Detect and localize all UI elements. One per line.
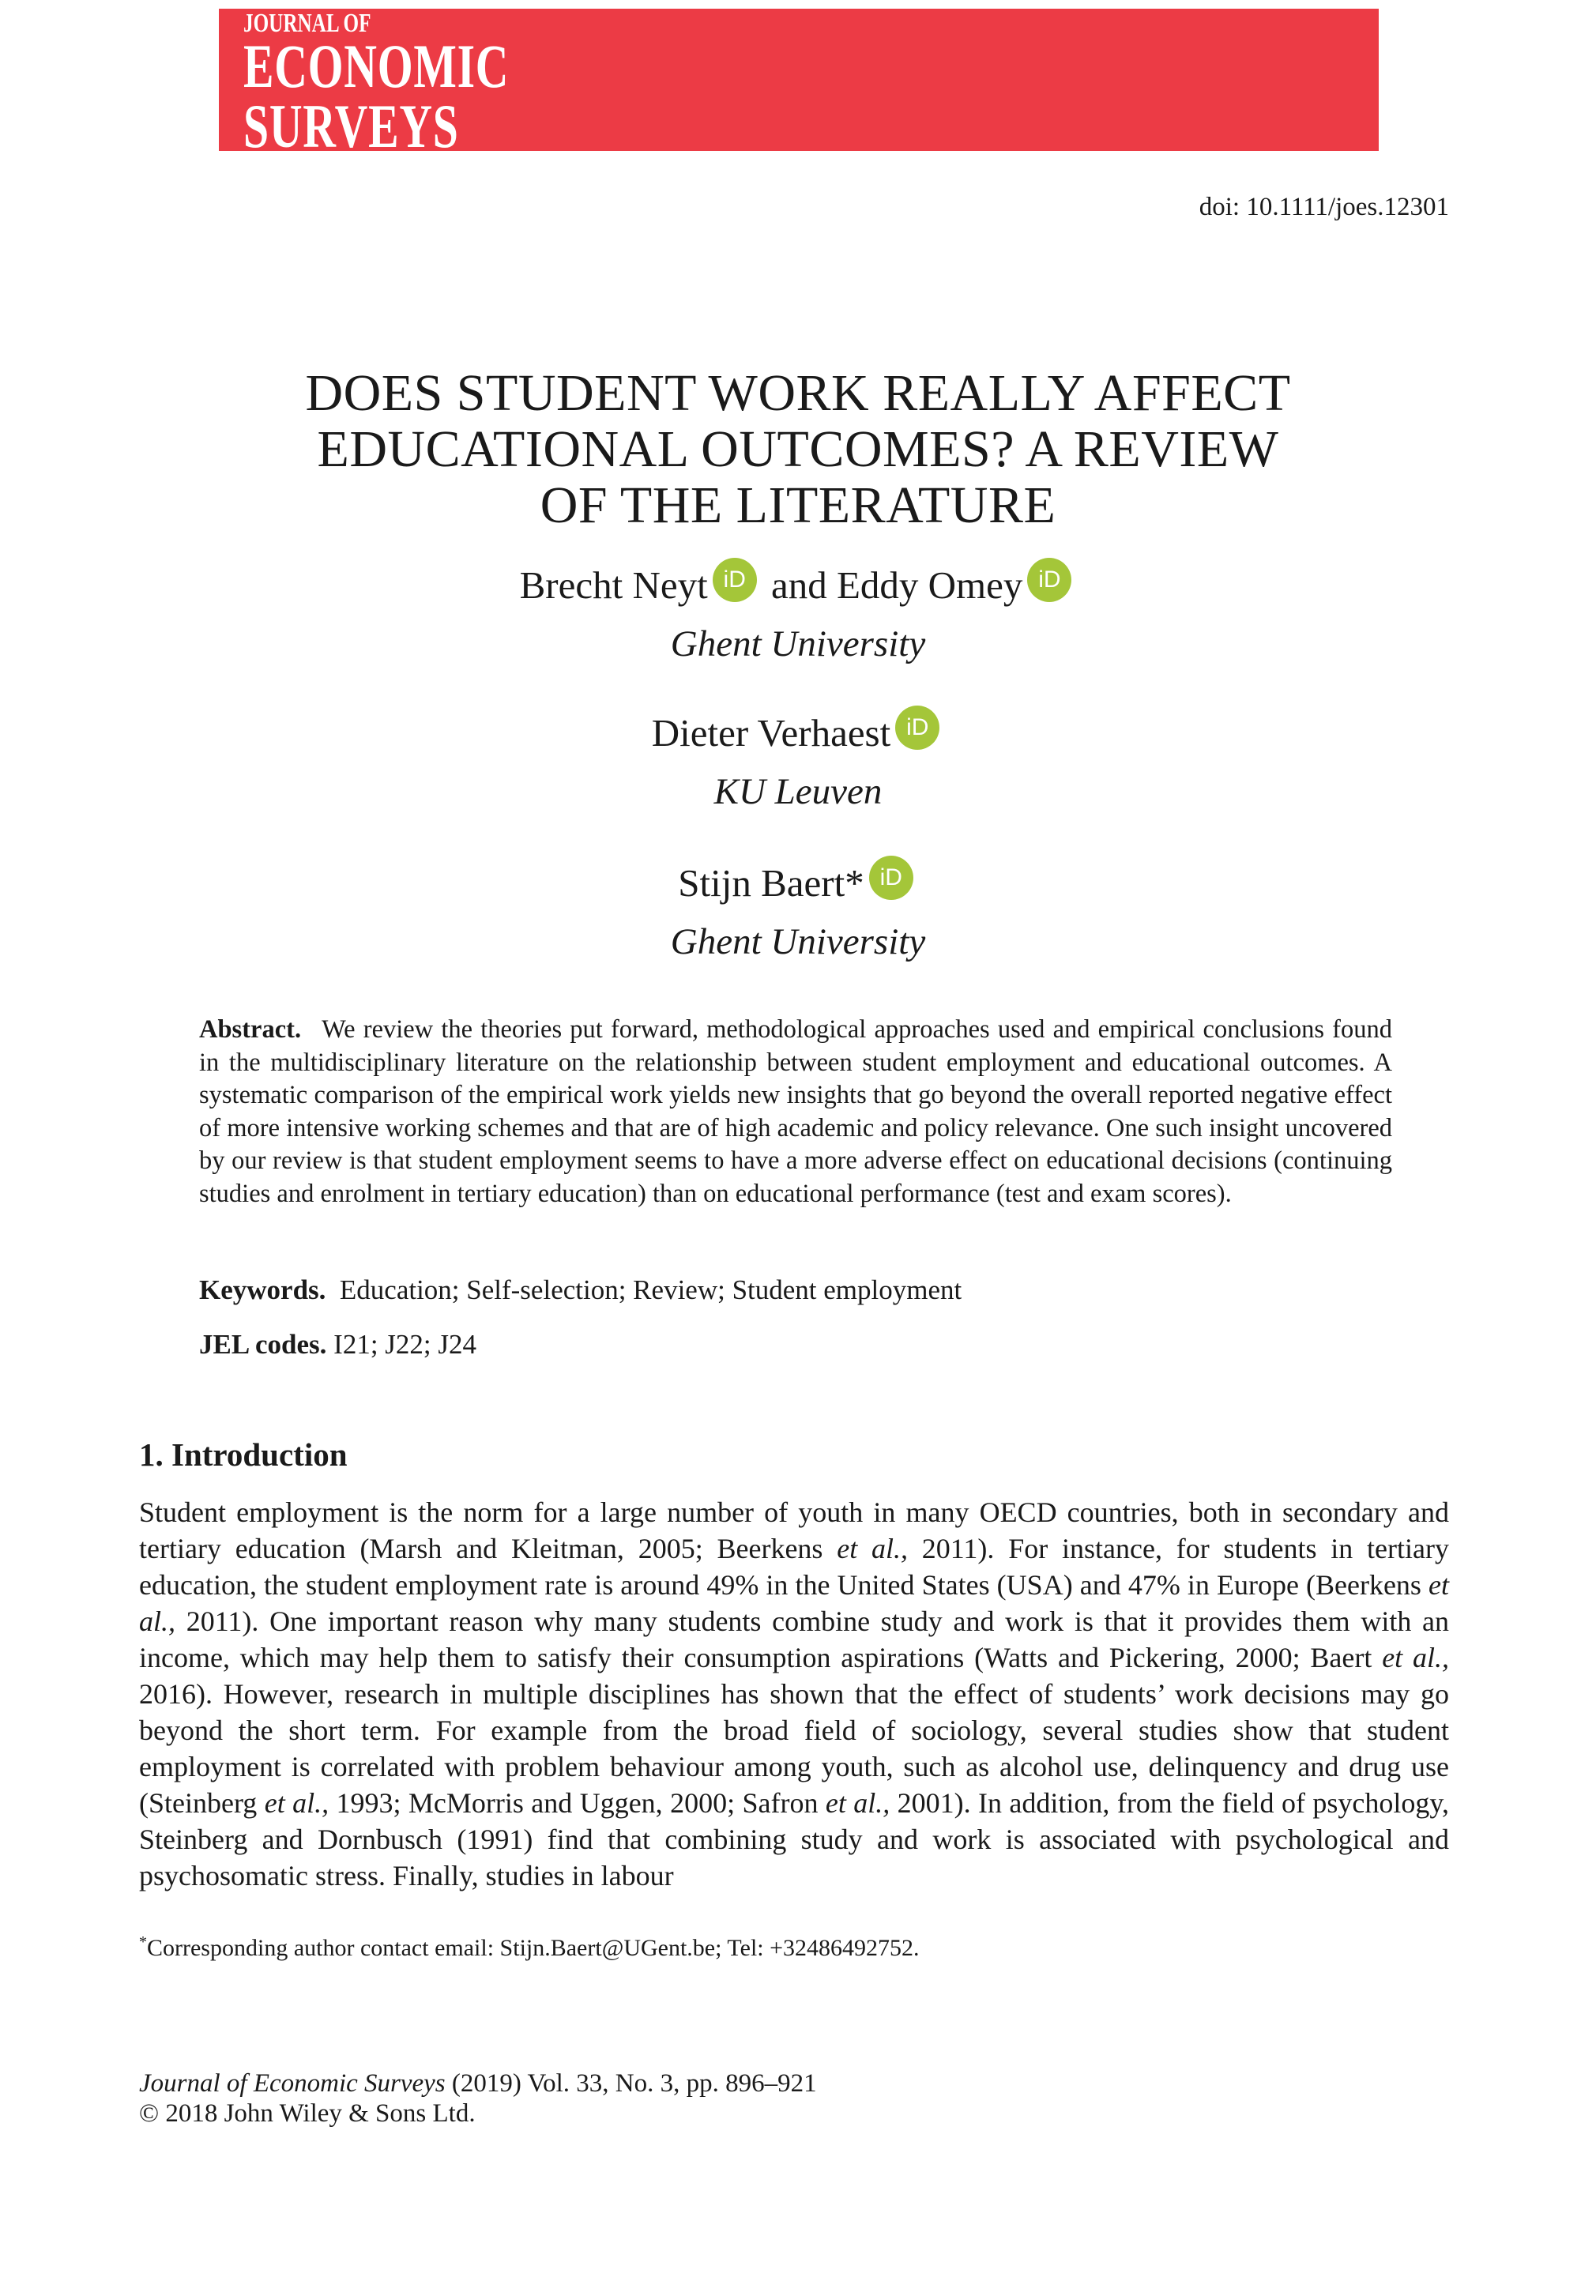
copyright: © 2018 John Wiley & Sons Ltd. <box>139 2099 476 2128</box>
intro-paragraph <box>139 1494 1449 1894</box>
jel-codes <box>199 1329 476 1361</box>
intro-text: 1993; McMorris and Uggen, 2000; Safron <box>329 1787 826 1819</box>
author-neyt: Brecht Neyt <box>519 563 708 607</box>
footnote <box>139 1933 920 1962</box>
orcid-icon[interactable]: iD <box>895 706 939 750</box>
affiliation-ghent-2: Ghent University <box>670 921 926 962</box>
doi: doi: 10.1111/joes.12301 <box>1199 193 1449 221</box>
intro-etal: et al., <box>825 1787 890 1819</box>
abstract-text: We review the theories put forward, methodological approaches used and empirical conclusions found in the multidisciplinary literature on the relationship between student employment and educational outcomes. A systematic comparison of the empirical work yields new insights that go beyond the overall reported negative effect of more intensive working schemes and that are of high academic and policy relevance. One such insight uncovered by our review is that student employment seems to have a more adverse effect on educational decisions (continuing studies and enrolment in tertiary education) than on educational performance (test and exam scores). <box>199 1015 1392 1208</box>
keywords <box>199 1274 962 1306</box>
intro-etal: et al., <box>1382 1642 1450 1673</box>
logo-line-1: JOURNAL OF <box>243 9 371 38</box>
author-joiner: and <box>770 563 827 607</box>
journal-banner <box>219 9 1379 160</box>
jel-text: I21; J22; J24 <box>333 1329 477 1360</box>
abstract-label: Abstract. <box>199 1015 302 1044</box>
author-line-3 <box>0 856 1596 905</box>
author-baert: Stijn Baert* <box>678 861 864 905</box>
intro-text: 2011). For instance, for students in tertiary education, the student employment rate is around 49% in the United States (USA) and 47% in Europe (Beerkens <box>139 1533 1449 1601</box>
footnote-text: Corresponding author contact email: Stijn.Baert@UGent.be; Tel: +32486492752. <box>147 1935 920 1961</box>
author-omey: Eddy Omey <box>836 563 1023 607</box>
journal-citation <box>139 2068 817 2129</box>
orcid-icon[interactable]: iD <box>1027 558 1071 602</box>
journal-logo <box>243 9 510 160</box>
intro-text: 2001). In addition, from the field of psychology, Steinberg and Dornbusch (1991) find that combining study and work is associated with psychological and psychosomatic stress. Finally, studies in labour <box>139 1787 1450 1891</box>
logo-line-3: SURVEYS <box>243 92 459 160</box>
journal-name: Journal of Economic Surveys <box>139 2069 446 2098</box>
orcid-icon[interactable]: iD <box>869 856 913 900</box>
logo-line-2: ECONOMIC <box>243 32 510 100</box>
keywords-text: Education; Self-selection; Review; Student employment <box>339 1274 962 1305</box>
keywords-label: Keywords. <box>199 1274 326 1305</box>
intro-etal: et al., <box>837 1533 908 1564</box>
intro-text: 2016). However, research in multiple disciplines has shown that the effect of students’ work decisions may go beyond the short term. For example from the broad field of sociology, several studies show that student employment is correlated with problem behaviour among youth, such as alcohol use, delinquency and drug use (Steinberg <box>139 1678 1449 1819</box>
intro-text: 2011). One important reason why many students combine study and work is that it provides them with an income, which may help them to satisfy their consumption aspirations (Watts and Pickering, 2000; Baert <box>139 1605 1449 1673</box>
author-line-1 <box>0 558 1596 608</box>
jel-label: JEL codes. <box>199 1329 327 1360</box>
abstract <box>199 1014 1392 1210</box>
intro-etal: et al., <box>264 1787 329 1819</box>
affiliation-ku-leuven: KU Leuven <box>713 771 883 812</box>
affiliation-ghent-1: Ghent University <box>670 623 926 664</box>
paper-title <box>158 365 1438 533</box>
title-line-1: DOES STUDENT WORK REALLY AFFECT <box>305 364 1291 422</box>
section-heading: 1. Introduction <box>139 1436 348 1473</box>
title-line-2: EDUCATIONAL OUTCOMES? A REVIEW <box>317 420 1279 478</box>
title-line-3: OF THE LITERATURE <box>540 476 1056 534</box>
intro-etal: et al., <box>139 1569 1449 1637</box>
intro-text: Student employment is the norm for a large number of youth in many OECD countries, both in secondary and tertiary education (Marsh and Kleitman, 2005; Beerkens <box>139 1496 1449 1564</box>
journal-details: (2019) Vol. 33, No. 3, pp. 896–921 <box>445 2069 817 2098</box>
author-line-2 <box>0 706 1596 755</box>
author-verhaest: Dieter Verhaest <box>651 711 891 755</box>
orcid-icon[interactable]: iD <box>713 558 757 602</box>
footnote-mark: * <box>139 1933 147 1951</box>
